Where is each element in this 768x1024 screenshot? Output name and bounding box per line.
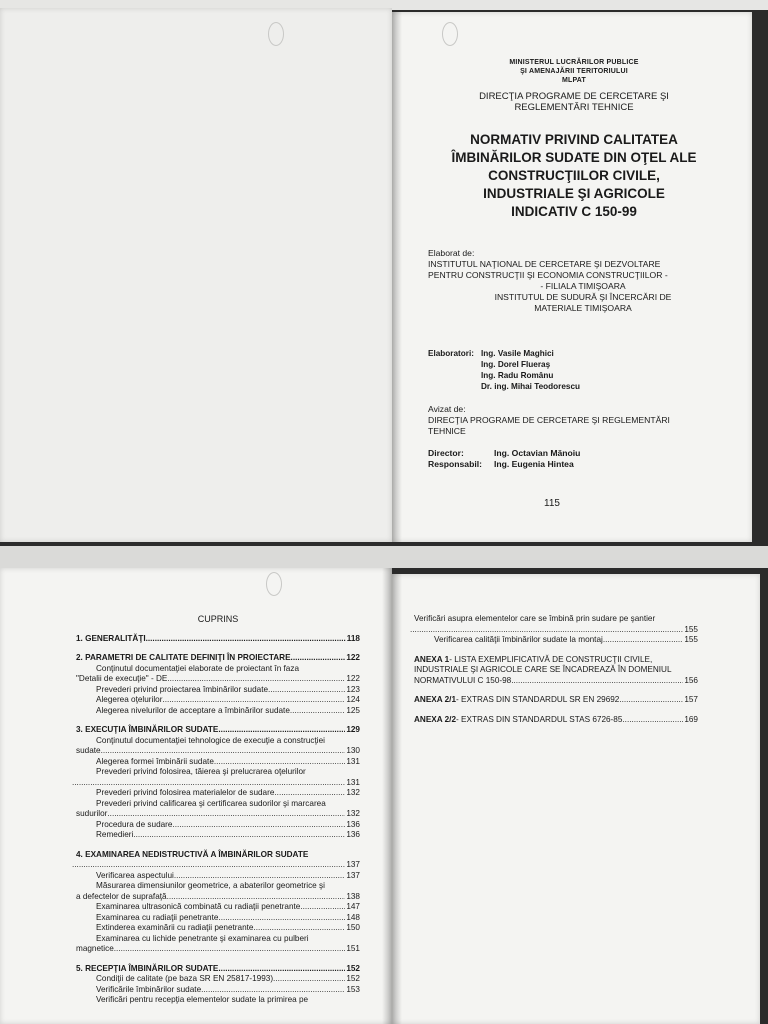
table-of-contents xyxy=(76,614,360,1006)
toc-entry: ..... 137 xyxy=(76,860,360,871)
elaborat-block: Elaborat de: INSTITUTUL NAŢIONAL DE CERCETARE ŞI DEZVOLTARE PENTRU CONSTRUCŢII ŞI ECONOMIA CONSTRUCŢIILOR - - FILIALA TIMIŞOARA INSTITUTUL DE SUDURĂ ŞI ÎNCERCĂRI DE MATERIALE TIMIŞOARA xyxy=(428,248,672,313)
toc-entry: ..... 131 xyxy=(76,778,360,789)
scan-border-middle xyxy=(0,546,768,568)
toc-entry: Condiţii de calitate (pe baza SR EN 25817-1993) ..... 152 xyxy=(76,974,360,985)
toc-entry: a defectelor de suprafaţă ..... 138 xyxy=(76,892,360,903)
toc-entry: Prevederi privind proiectarea îmbinărilor sudate ..... 123 xyxy=(76,685,360,696)
toc-entry: Conţinutul documentaţiei elaborate de proiectant în faza xyxy=(96,663,300,673)
table-of-contents-continued xyxy=(414,614,698,725)
toc-entry: Verificarea calităţii îmbinărilor sudate la montaj ..... 155 xyxy=(414,635,698,646)
page-gutter xyxy=(392,12,402,542)
ministry-name: MINISTERUL LUCRĂRILOR PUBLICE ŞI AMENAJĂRII TERITORIULUI MLPAT xyxy=(509,59,639,84)
toc-entry: "Detalii de execuţie" - DE ..... 122 xyxy=(76,674,360,685)
toc-entry: Extinderea examinării cu radiaţii penetrante ..... 150 xyxy=(76,923,360,934)
toc-section-5: 5. RECEPŢIA ÎMBINĂRILOR SUDATE ..... 152 xyxy=(76,964,360,975)
blank-left-page xyxy=(0,8,392,542)
toc-annex-1: ANEXA 1 - LISTA EXEMPLIFICATIVĂ DE CONSTRUCŢII CIVILE, INDUSTRIALE ŞI AGRICOLE CARE SE ÎNCADREAZĂ ÎN DOMENIUL NORMATIVULUI C 150-98 ..... 156 xyxy=(414,655,698,687)
author-list: Ing. Vasile Maghici Ing. Dorel Flueraş Ing. Radu Românu Dr. ing. Mihai Teodorescu xyxy=(481,349,581,391)
toc-heading: CUPRINS xyxy=(197,614,239,624)
binding-hole-icon xyxy=(442,22,458,46)
toc-entry: Examinarea cu radiaţii penetrante ..... 148 xyxy=(76,913,360,924)
document-title: NORMATIV PRIVIND CALITATEA ÎMBINĂRILOR SUDATE DIN OŢEL ALE CONSTRUCŢIILOR CIVILE, INDUSTRIALE ŞI AGRICOLE INDICATIV C 150-99 xyxy=(451,132,697,219)
toc-section-1: 1. GENERALITĂŢI ..... 118 xyxy=(76,634,360,645)
page-number: 115 xyxy=(544,498,560,509)
page-gutter xyxy=(382,568,392,1024)
toc-annex-2-2: ANEXA 2/2 - EXTRAS DIN STANDARDUL STAS 6726-85 ..... 169 xyxy=(414,715,698,726)
direction-name: DIRECŢIA PROGRAME DE CERCETARE ŞI REGLEMENTĂRI TEHNICE xyxy=(479,91,669,113)
toc-entry: Verificări pentru recepţia elementelor sudate la primirea pe xyxy=(96,995,309,1004)
toc-entry: Alegerea oţelurilor ..... 124 xyxy=(76,695,360,706)
toc-entry: Verificările îmbinărilor sudate ..... 153 xyxy=(76,985,360,996)
toc-entry: sudate ..... 130 xyxy=(76,746,360,757)
toc-section-2: 2. PARAMETRI DE CALITATE DEFINIŢI ÎN PROIECTARE ..... 122 xyxy=(76,653,360,664)
toc-entry: Măsurarea dimensiunilor geometrice, a abaterilor geometrice şi xyxy=(96,881,325,890)
title-page: MINISTERUL LUCRĂRILOR PUBLICE ŞI AMENAJĂRII TERITORIULUI MLPAT DIRECŢIA PROGRAME DE CERCETARE ŞI REGLEMENTĂRI TEHNICE NORMATIV PRIVIND CALITATEA ÎMBINĂRILOR SUDATE DIN OŢEL ALE CONSTRUCŢIILOR CIVILE, INDUSTRIALE ŞI AGRICOLE INDICATIV C 150-99 Elaborat de: INSTITUTUL NAŢIONAL DE CERCETARE ŞI DEZVOLTARE PENTRU CONSTRUCŢII ŞI ECONOMIA CONSTRUCŢIILOR - - FILIALA TIMIŞOARA INSTITUTUL DE SUDURĂ ŞI ÎNCERCĂRI DE MATERIALE TIMIŞOARA Elaboratori: Ing. Vasile Maghici Ing. Dorel Flueraş Ing. Radu Românu Dr. ing. Mihai Teodorescu Avizat de: DIRECŢIA PROGRAME DE CERCETARE ŞI REGLEMENTĂRI TEHNICE Director: Ing. Octavian Mănoiu Responsabil: Ing. Eugenia Hintea 115 xyxy=(392,12,752,542)
toc-entry: Alegerea formei îmbinării sudate ..... 131 xyxy=(76,757,360,768)
toc-entry: magnetice ..... 151 xyxy=(76,944,360,955)
toc-section-4: 4. EXAMINAREA NEDISTRUCTIVĂ A ÎMBINĂRILOR SUDATE xyxy=(76,849,309,859)
toc-entry: ..... 155 xyxy=(414,625,698,636)
toc-annex-2-1: ANEXA 2/1 - EXTRAS DIN STANDARDUL SR EN 29692 ..... 157 xyxy=(414,695,698,706)
responsibles-block: Director: Ing. Octavian Mănoiu Responsabil: Ing. Eugenia Hintea xyxy=(428,448,581,469)
page-gutter xyxy=(392,574,402,1024)
binding-hole-icon xyxy=(266,572,282,596)
toc-section-3: 3. EXECUŢIA ÎMBINĂRILOR SUDATE ..... 129 xyxy=(76,725,360,736)
binding-hole-icon xyxy=(268,22,284,46)
toc-entry: Examinarea cu lichide penetrante şi examinarea cu pulberi xyxy=(96,933,309,943)
toc-page-right xyxy=(392,574,760,1024)
title-header xyxy=(410,58,738,221)
toc-entry: Examinarea ultrasonică combinată cu radiaţii penetrante ..... 147 xyxy=(76,902,360,913)
toc-page-left xyxy=(0,568,392,1024)
toc-entry: Conţinutul documentaţiei tehnologice de execuţie a construcţiei xyxy=(96,735,325,745)
toc-entry: Alegerea nivelurilor de acceptare a îmbinărilor sudate ..... 125 xyxy=(76,706,360,717)
toc-entry: Procedura de sudare ..... 136 xyxy=(76,820,360,831)
toc-entry: Remedieri ..... 136 xyxy=(76,830,360,841)
toc-entry: Prevederi privind folosirea materialelor de sudare ..... 132 xyxy=(76,788,360,799)
toc-entry: Prevederi privind folosirea, tăierea şi prelucrarea oţelurilor xyxy=(96,767,306,776)
toc-entry: Prevederi privind calificarea şi certificarea sudorilor şi marcarea xyxy=(96,798,326,808)
avizat-block: Avizat de: DIRECŢIA PROGRAME DE CERCETARE ŞI REGLEMENTĂRI TEHNICE xyxy=(428,404,670,436)
toc-entry: sudurilor ..... 132 xyxy=(76,809,360,820)
toc-entry: Verificări asupra elementelor care se îmbină prin sudare pe şantier xyxy=(414,614,656,623)
toc-entry: Verificarea aspectului ..... 137 xyxy=(76,871,360,882)
